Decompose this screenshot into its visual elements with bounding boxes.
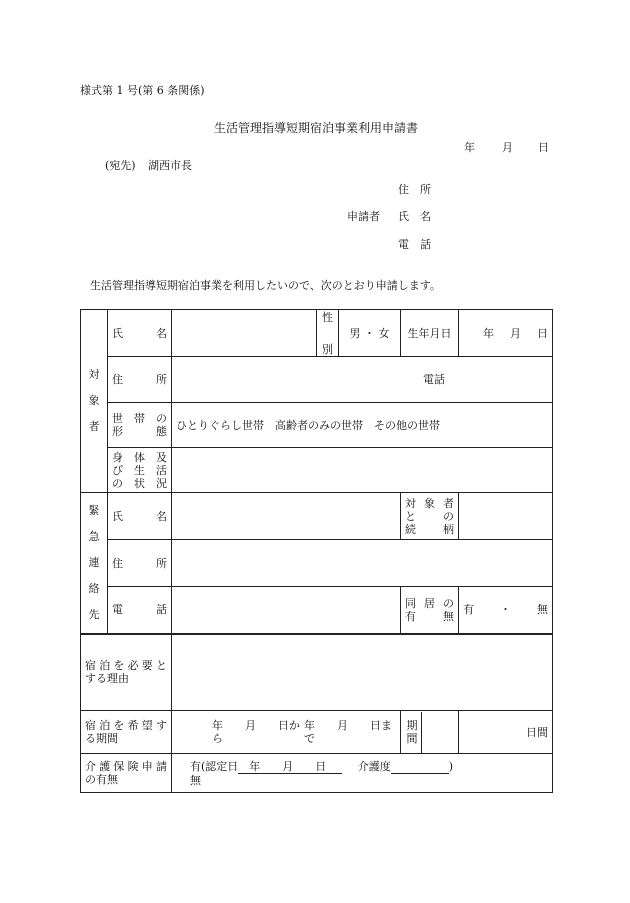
applicant-label: 申請者	[347, 210, 380, 223]
period-label: 宿泊を希望す る期間	[81, 711, 172, 754]
target-name-field[interactable]	[172, 310, 317, 357]
gender-label: 性 別	[317, 310, 339, 357]
emergency-address-row	[81, 540, 553, 587]
emergency-phone-field[interactable]	[172, 587, 401, 634]
reason-field[interactable]	[172, 634, 553, 711]
intro-text: 生活管理指導短期宿泊事業を利用したいので、次のとおり申請します。	[90, 279, 441, 292]
target-address-label: 住 所	[108, 357, 172, 403]
form-number: 様式第 1 号(第 6 条関係)	[80, 84, 205, 97]
condition-field[interactable]	[172, 448, 553, 493]
period-row	[81, 711, 553, 754]
period-to: 年 月 日まで	[304, 719, 392, 745]
condition-label: 身 体 及 び 生 活 の 状 況	[108, 448, 172, 493]
household-row	[81, 403, 553, 448]
emergency-address-label: 住 所	[108, 540, 172, 587]
date-year: 年	[464, 141, 475, 154]
household-options[interactable]: ひとりぐらし世帯 高齢者のみの世帯 その他の世帯	[172, 403, 553, 448]
applicant-address-label: 住 所	[398, 183, 431, 196]
applicant-name-label: 氏 名	[398, 210, 431, 223]
period-dates[interactable]	[172, 711, 401, 754]
applicant-phone-label: 電 話	[398, 238, 431, 251]
target-name-label: 氏 名	[108, 310, 172, 357]
period-from: 年 月 日から	[212, 719, 300, 745]
emergency-name-row	[81, 493, 553, 540]
relation-label: 対 象 者 と の 続 柄	[401, 493, 459, 540]
emergency-phone-label: 電 話	[108, 587, 172, 634]
gender-options[interactable]: 男 ・ 女	[339, 310, 401, 357]
emergency-name-label: 氏 名	[108, 493, 172, 540]
application-table	[80, 309, 553, 793]
period-days-field[interactable]: 日間	[459, 711, 553, 754]
reason-row	[81, 634, 553, 711]
condition-row	[81, 448, 553, 493]
target-phone-label: 電話	[423, 373, 445, 386]
care-insurance-row	[81, 754, 553, 793]
household-label: 世 帯 の 形 態	[108, 403, 172, 448]
cohabit-options[interactable]: 有 ・ 無	[459, 587, 553, 634]
care-insurance-field[interactable]: 有(認定日 年 月 日 介護度 ) 無	[172, 754, 553, 793]
addressee-prefix: (宛先)	[105, 159, 136, 172]
addressee: 湖西市長	[148, 159, 192, 172]
target-name-row	[81, 310, 553, 357]
period-days-label: 期 間	[401, 711, 459, 754]
care-date-field[interactable]: 年 月 日	[238, 760, 342, 774]
care-level-field[interactable]	[391, 760, 449, 774]
care-insurance-label: 介護保険申請 の有無	[81, 754, 172, 793]
emergency-phone-row	[81, 587, 553, 634]
cohabit-label: 同 居 の 有 無	[401, 587, 459, 634]
date-day: 日	[538, 141, 549, 154]
target-person-group-label: 対 象 者	[81, 310, 108, 493]
emergency-contact-group-label: 緊 急 連 絡 先	[81, 493, 108, 634]
target-address-row	[81, 357, 553, 403]
document-title: 生活管理指導短期宿泊事業利用申請書	[214, 121, 419, 135]
birthdate-field[interactable]: 年 月 日	[459, 310, 553, 357]
birthdate-label: 生年月日	[401, 310, 459, 357]
emergency-address-field[interactable]	[172, 540, 553, 587]
care-no-option[interactable]: 無	[190, 773, 201, 787]
relation-field[interactable]	[459, 493, 553, 540]
date-month: 月	[502, 141, 513, 154]
target-address-field[interactable]	[172, 357, 553, 403]
reason-label: 宿泊を必要と する理由	[81, 634, 172, 711]
emergency-name-field[interactable]	[172, 493, 401, 540]
